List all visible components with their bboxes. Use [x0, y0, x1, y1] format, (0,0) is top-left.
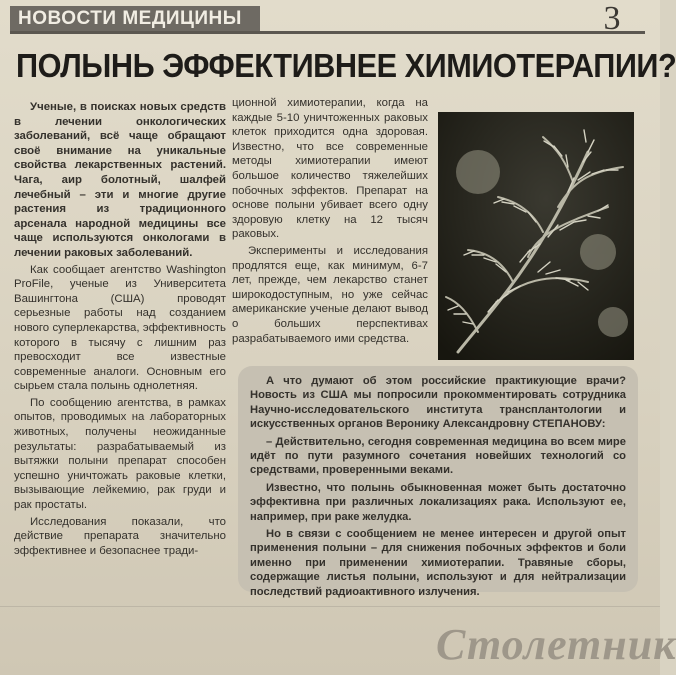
article-headline: ПОЛЫНЬ ЭФФЕКТИВНЕЕ ХИМИОТЕРАПИИ? [16, 47, 676, 84]
comment-answer: Известно, что полынь обыкновенная может быть достаточно эффективна при различных локализациях рака. Используют ее, например, при раке желудка. [250, 481, 626, 523]
lead-paragraph: Ученые, в поисках новых средств в лечении онкологических заболеваний, всё чаще обращают своё внимание на уникальные свойства лекарственных растений. Чага, аир болотный, шалфей лечебный – эти и многие другие растения из традиционного арсенала народной медицины все чаще используются онкологами в лечении раковых заболеваний. [14, 101, 226, 259]
expert-comment-box [238, 366, 638, 598]
body-paragraph: ционной химиотерапии, когда на каждые 5-10 уничтоженных раковых клеток приходится одна здоровая. Известно, что все современные методы химиотерапии имеют большое количество тяжелейших побочных эффектов. Препарат на основе полыни убивает всего одну здоровую клетку на 12 тысяч раковых. [232, 97, 428, 241]
body-paragraph: Исследования показали, что действие препарата значительно эффективнее и безопаснее тради- [14, 515, 226, 557]
newspaper-logo: Столетник [436, 620, 676, 669]
footer-rule [0, 606, 660, 607]
header-rule [10, 31, 645, 34]
wormwood-plant-illustration [438, 112, 634, 360]
body-paragraph: Эксперименты и исследования продлятся еще, как минимум, 6-7 лет, прежде, чем лекарство станет широкодоступным, но уже сейчас американские ученые делают вывод о больших перспективах разрабатываемого ими средства. [232, 244, 428, 345]
comment-answer: Но в связи с сообщением не менее интересен и другой опыт применения полыни – для снижения побочных эффектов и боли именно при применении химиотерапии. Травяные сборы, содержащие листья полыни, используют и для нейтрализации последствий радиоактивного излучения. [250, 528, 626, 598]
comment-question: А что думают об этом российские практикующие врачи? Новость из США мы попросили прокомментировать сотрудника Научно-исследовательского института трансплантологии и искусственных органов Веронику Александровну СТЕПАНОВУ: [250, 375, 626, 431]
wormwood-photo [438, 112, 634, 360]
article-column-2 [232, 96, 428, 348]
comment-answer: – Действительно, сегодня современная медицина во всем мире идёт по пути разумного сочетания новейших технологий со средствами, проверенными веками. [250, 435, 626, 477]
body-paragraph: Как сообщает агентство Washington ProFile, ученые из Университета Вашингтона (США) проводят серьезные работы над созданием нового суперлекарства, эффективность которого в тысячу с лишним раз превосходит все известные современные аналоги. Основным его сырьем стала полынь однолетняя. [14, 263, 226, 393]
article-column-1 [14, 100, 226, 560]
page-number: 3 [603, 0, 621, 37]
section-label: НОВОСТИ МЕДИЦИНЫ [10, 6, 260, 32]
body-paragraph: По сообщению агентства, в рамках опытов, проводимых на лабораторных животных, получены неожиданные результаты: разрабатываемый из вытяжки полыни препарат способен успешно уничтожать раковые клетки, вызывающие лейкемию, рак груди и рак простаты. [14, 396, 226, 512]
